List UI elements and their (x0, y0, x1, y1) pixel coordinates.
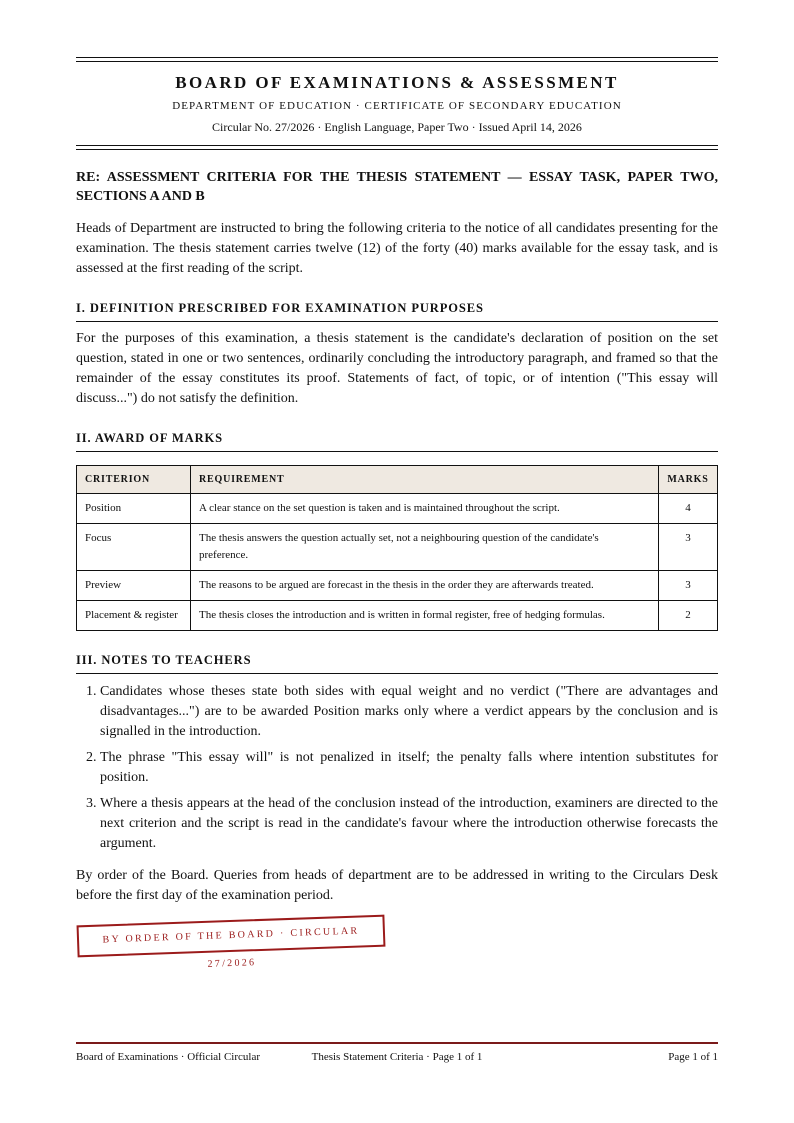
section-heading-definition: I. DEFINITION PRESCRIBED FOR EXAMINATION PURPOSES (76, 301, 718, 322)
department-line: DEPARTMENT OF EDUCATION · CERTIFICATE OF SECONDARY EDUCATION (172, 100, 622, 112)
footer-page-number: Page 1 of 1 (668, 1051, 718, 1063)
circular-page (76, 57, 718, 906)
intro-paragraph: Heads of Department are instructed to bring the following criteria to the notice of all candidates presenting for the examination. The thesis statement carries twelve (12) of the forty (40) marks available for the essay task, and is assessed at the first reading of the script. (76, 221, 718, 276)
table-row (77, 571, 718, 601)
section-heading-marks: II. AWARD OF MARKS (76, 431, 718, 452)
table-row (77, 524, 718, 571)
requirement-cell: The reasons to be argued are forecast in the thesis in the order they are afterwards treated. (191, 571, 659, 601)
board-stamp: BY ORDER OF THE BOARD · CIRCULAR 27/2026 (77, 915, 386, 958)
marks-table (76, 465, 718, 631)
marks-cell: 3 (659, 524, 718, 571)
list-item: 1. Candidates whose theses state both sides with equal weight and no verdict ("There are advantages and disadvantages...") are to be awarded Position marks only where a verdict appears by the conclusion and is signalled in the introduction. (100, 682, 718, 742)
notes-list (76, 682, 718, 854)
requirement-cell: The thesis answers the question actually set, not a neighbouring question of the candidate's preference. (191, 524, 659, 571)
criterion-cell: Position (77, 494, 191, 524)
table-row (77, 494, 718, 524)
definition-paragraph: For the purposes of this examination, a thesis statement is the candidate's declaration of position on the set question, stated in one or two sentences, ordinarily concluding the introductory paragraph, and framed so that the remainder of the essay constitutes its proof. Statements of fact, of topic, or of intention ("This essay will discuss...") do not satisfy the definition. (76, 331, 718, 406)
requirement-cell: The thesis closes the introduction and is written in formal register, free of hedging formulas. (191, 601, 659, 631)
closing-paragraph: By order of the Board. Queries from heads of department are to be addressed in writing to the Circulars Desk before the first day of the examination period. (76, 868, 718, 903)
board-name: BOARD OF EXAMINATIONS & ASSESSMENT (175, 73, 619, 92)
marks-cell: 3 (659, 571, 718, 601)
table-row (77, 601, 718, 631)
list-item: 3. Where a thesis appears at the head of the conclusion instead of the introduction, examiners are directed to the next criterion and the script is read in the candidate's favour where the introduction otherwise forecasts the argument. (100, 794, 718, 854)
marks-cell: 4 (659, 494, 718, 524)
requirement-cell: A clear stance on the set question is taken and is maintained throughout the script. (191, 494, 659, 524)
column-header-criterion: CRITERION (77, 466, 191, 494)
column-header-marks: MARKS (659, 466, 718, 494)
column-header-requirement: REQUIREMENT (191, 466, 659, 494)
section-heading-notes: III. NOTES TO TEACHERS (76, 653, 718, 674)
criterion-cell: Preview (77, 571, 191, 601)
criterion-cell: Focus (77, 524, 191, 571)
subject-line: RE: ASSESSMENT CRITERIA FOR THE THESIS STATEMENT — ESSAY TASK, PAPER TWO, SECTIONS A AND B (76, 170, 718, 204)
footer-left: Board of Examinations · Official Circular (76, 1051, 260, 1063)
page-footer (76, 1042, 718, 1063)
table-header-row (77, 466, 718, 494)
criterion-cell: Placement & register (77, 601, 191, 631)
masthead-top-rule (76, 57, 718, 62)
footer-center: Thesis Statement Criteria · Page 1 of 1 (311, 1051, 483, 1063)
masthead (76, 73, 718, 135)
marks-cell: 2 (659, 601, 718, 631)
masthead-bottom-rule (76, 145, 718, 150)
circular-reference: Circular No. 27/2026 · English Language, Paper Two · Issued April 14, 2026 (212, 120, 582, 134)
list-item: 2. The phrase "This essay will" is not penalized in itself; the penalty falls where intention substitutes for position. (100, 748, 718, 788)
